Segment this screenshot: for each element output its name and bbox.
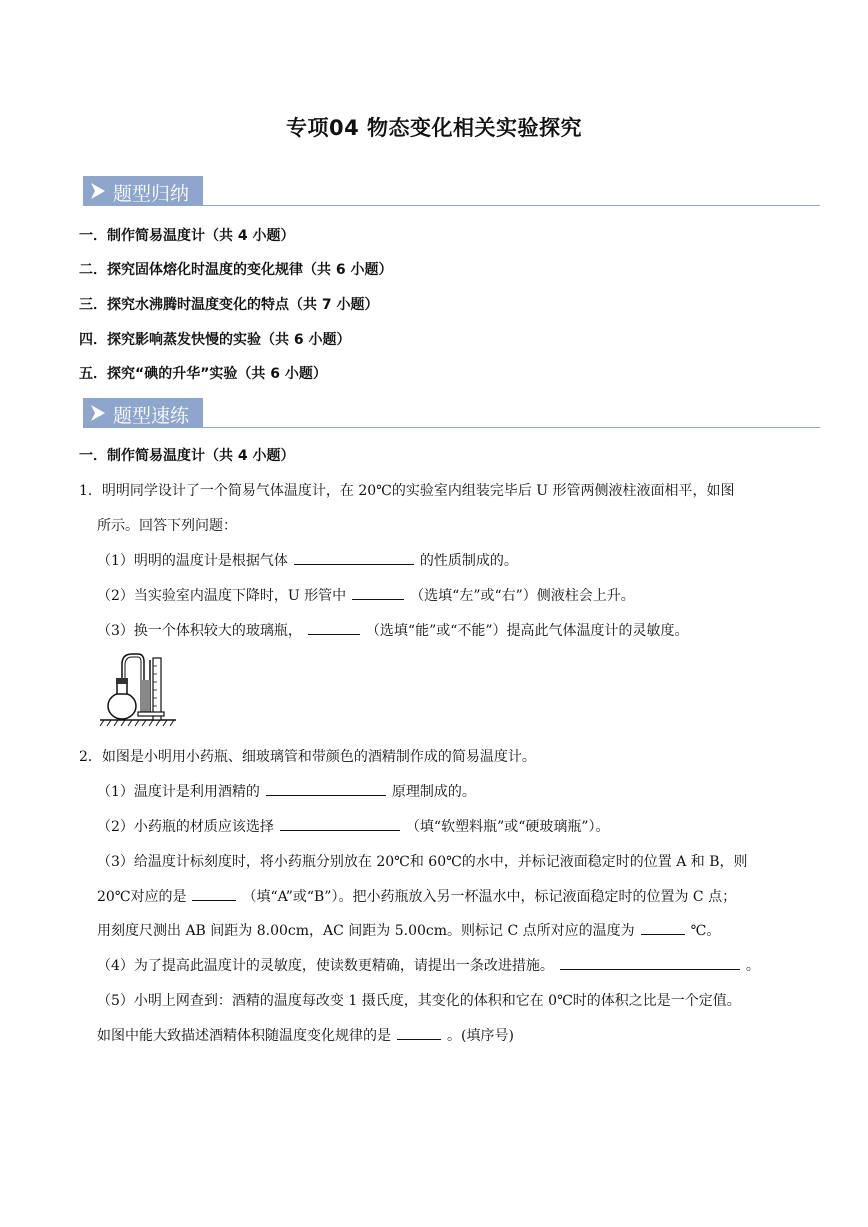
answer-blank[interactable] (308, 620, 360, 635)
banner-label: 题型速练 (113, 405, 190, 427)
part-text: ℃。 (690, 923, 721, 939)
question-2-part-2 (97, 816, 610, 836)
toc-item-4: 四．探究影响蒸发快慢的实验（共 6 小题） (79, 332, 351, 348)
part-text: 。 (745, 958, 760, 974)
part-text: 如图中能大致描述酒精体积随温度变化规律的是 (97, 1028, 391, 1044)
banner-divider (83, 427, 820, 428)
part-text: （4）为了提高此温度计的灵敏度，使读数更精确，请提出一条改进措施。 (97, 958, 554, 974)
question-1-part-2 (97, 585, 635, 605)
section-heading: 一．制作简易温度计（共 4 小题） (79, 448, 295, 464)
question-2-stem: 2．如图是小明用小药瓶、细玻璃管和带颜色的酒精制作成的简易温度计。 (79, 749, 536, 765)
toc-item-5: 五．探究“碘的升华”实验（共 6 小题） (79, 366, 327, 382)
part-text: （3）换一个体积较大的玻璃瓶， (97, 623, 302, 639)
part-text: 用刻度尺测出 AB 间距为 8.00cm，AC 间距为 5.00cm。则标记 C 点所对应的温度为 (97, 923, 635, 939)
question-2-part-3-line-1: （3）给温度计标刻度时，将小药瓶分别放在 20℃和 60℃的水中，并标记液面稳定时的位置 A 和 B，则 (97, 854, 748, 870)
answer-blank[interactable] (641, 920, 685, 935)
answer-blank[interactable] (266, 781, 386, 796)
answer-blank[interactable] (192, 886, 236, 901)
section-banner-summary (83, 176, 820, 208)
toc-item-1: 一．制作简易温度计（共 4 小题） (79, 228, 295, 244)
question-1-stem: 1．明明同学设计了一个简易气体温度计，在 20℃的实验室内组装完毕后 U 形管两侧液柱液面相平，如图 (79, 483, 735, 499)
banner-divider (83, 205, 820, 206)
question-2-part-5-line-1: （5）小明上网查到：酒精的温度每改变 1 摄氏度，其变化的体积和它在 0℃时的体积之比是一个定值。 (97, 993, 741, 1009)
arrow-right-icon (89, 182, 107, 200)
question-1-part-1 (97, 550, 518, 570)
question-1-part-3 (97, 620, 689, 640)
question-2-part-3-line-3 (97, 920, 720, 940)
part-text: （2）当实验室内温度下降时，U 形管中 (97, 588, 347, 604)
question-2-part-1 (97, 781, 476, 801)
section-banner-practice (83, 398, 820, 430)
toc-item-2: 二．探究固体熔化时温度的变化规律（共 6 小题） (79, 262, 393, 278)
part-text: （选填“左”或“右”）侧液柱会上升。 (410, 588, 635, 604)
question-1-stem-cont: 所示。回答下列问题： (97, 518, 237, 534)
part-text: （填“软塑料瓶”或“硬玻璃瓶”）。 (405, 819, 610, 835)
part-text: （选填“能”或“不能”）提高此气体温度计的灵敏度。 (365, 623, 689, 639)
answer-blank[interactable] (352, 585, 404, 600)
gas-thermometer-figure (98, 650, 180, 730)
answer-blank[interactable] (280, 816, 400, 831)
banner-label: 题型归纳 (113, 183, 190, 205)
question-2-part-3-line-2 (97, 886, 736, 906)
part-text: 。(填序号) (447, 1028, 514, 1044)
page-title: 专项04 物态变化相关实验探究 (285, 116, 583, 140)
toc-item-3: 三．探究水沸腾时温度变化的特点（共 7 小题） (79, 297, 379, 313)
answer-blank[interactable] (294, 550, 414, 565)
part-text: （填“A”或“B”）。把小药瓶放入另一杯温水中，标记液面稳定时的位置为 C 点； (242, 889, 737, 905)
part-text: （2）小药瓶的材质应该选择 (97, 819, 274, 835)
part-text: 的性质制成的。 (419, 553, 518, 569)
arrow-right-icon (89, 404, 107, 422)
part-text: （1）温度计是利用酒精的 (97, 784, 260, 800)
question-2-part-4 (97, 955, 760, 975)
part-text: 原理制成的。 (391, 784, 476, 800)
answer-blank[interactable] (397, 1025, 441, 1040)
question-2-part-5-line-2 (97, 1025, 514, 1045)
part-text: 20℃对应的是 (97, 889, 187, 905)
part-text: （1）明明的温度计是根据气体 (97, 553, 288, 569)
answer-blank[interactable] (560, 955, 740, 970)
